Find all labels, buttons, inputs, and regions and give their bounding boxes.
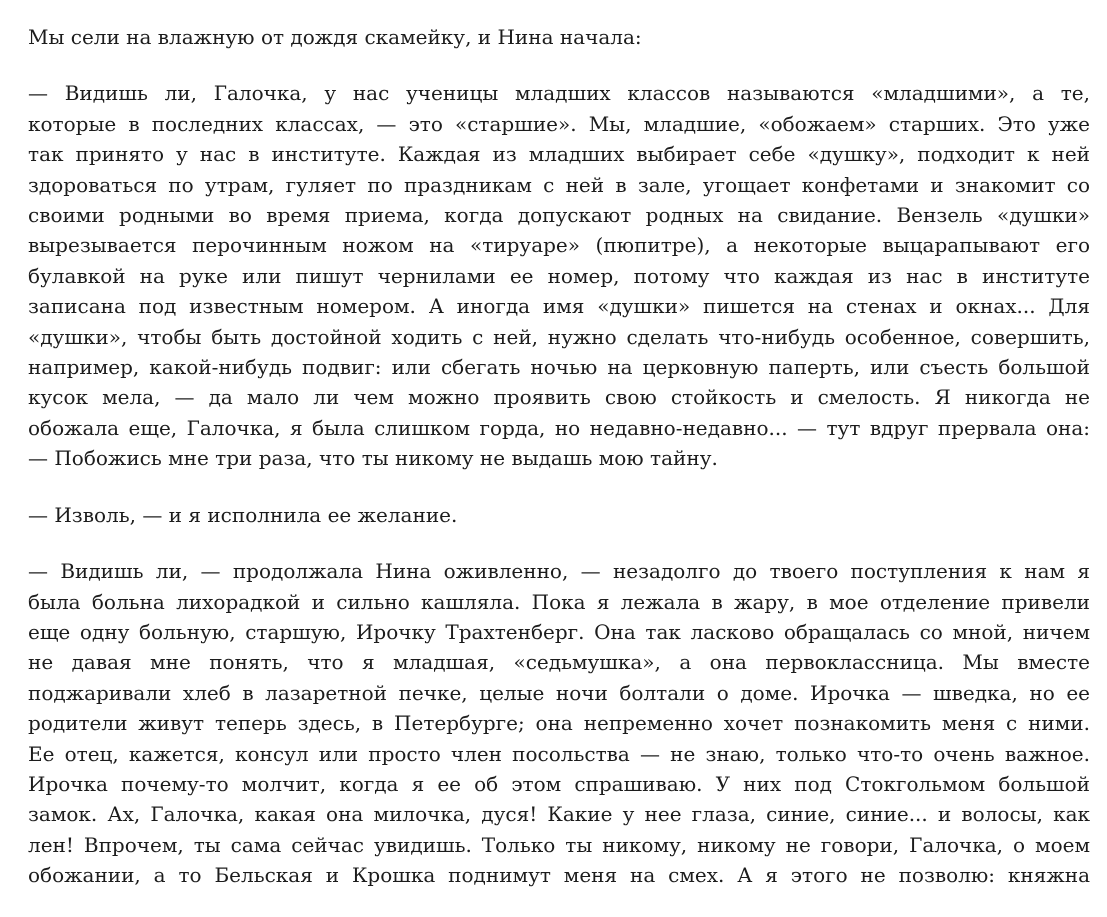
paragraph-irochka-story	[28, 556, 1090, 890]
text-line: — Побожись мне три раза, что ты никому не выдашь мою тайну.	[28, 446, 718, 471]
text-line: Ирочка почему-то молчит, когда я ее об этом спрашиваю. У них под Стокгольмом большой	[28, 771, 1090, 796]
text-line: кусок мела, — да мало ли чем можно проявить свою стойкость и смелость. Я никогда не	[28, 385, 1090, 410]
text-line: замок. Ах, Галочка, какая она милочка, дуся! Какие у нее глаза, синие, синие... и волосы, как	[28, 802, 1090, 827]
paragraph-oath	[28, 500, 1090, 530]
text-line: Мы сели на влажную от дождя скамейку, и Нина начала:	[28, 25, 642, 49]
text-line: — Видишь ли, Галочка, у нас ученицы младших классов называются «младшими», а те,	[28, 81, 1090, 106]
paragraph-intro	[28, 22, 1090, 52]
text-line: — Видишь ли, — продолжала Нина оживленно, — незадолго до твоего поступления к нам я	[28, 559, 1090, 584]
text-line: — Изволь, — и я исполнила ее желание.	[28, 502, 458, 527]
text-line: например, какой-нибудь подвиг: или сбегать ночью на церковную паперть, или съесть большой	[28, 355, 1090, 380]
document-page	[28, 22, 1090, 917]
text-line: обожала еще, Галочка, я была слишком горда, но недавно-недавно... — тут вдруг прервала она:	[28, 415, 1090, 440]
text-line: родители живут теперь здесь, в Петербурге; она непременно хочет познакомить меня с ними.	[28, 711, 1090, 736]
text-line: лен! Впрочем, ты сама сейчас увидишь. Только ты никому, никому не говори, Галочка, о моем	[28, 832, 1090, 857]
text-line: не давая мне понять, что я младшая, «седьмушка», а она первоклассница. Мы вместе	[28, 650, 1090, 675]
text-line: так принято у нас в институте. Каждая из младших выбирает себе «душку», подходит к ней	[28, 142, 1090, 167]
text-line: «душки», чтобы быть достойной ходить с ней, нужно сделать что-нибудь особенное, совершить,	[28, 324, 1090, 349]
text-line: булавкой на руке или пишут чернилами ее номер, потому что каждая из нас в институте	[28, 263, 1090, 288]
text-line: вырезывается перочинным ножом на «тируаре» (пюпитре), а некоторые выцарапывают его	[28, 233, 1090, 258]
text-line: которые в последних классах, — это «старшие». Мы, младшие, «обожаем» старших. Это уже	[28, 111, 1090, 136]
text-line: еще одну больную, старшую, Ирочку Трахтенберг. Она так ласково обращалась со мной, ничем	[28, 619, 1090, 644]
text-line: здороваться по утрам, гуляет по праздникам с ней в зале, угощает конфетами и знакомит со	[28, 172, 1090, 197]
paragraph-nina-explains	[28, 78, 1090, 473]
text-line: своими родными во время приема, когда допускают родных на свидание. Вензель «душки»	[28, 203, 1090, 228]
text-line: обожании, а то Бельская и Крошка поднимут меня на смех. А я этого не позволю: княжна	[28, 863, 1090, 888]
text-line: записана под известным номером. А иногда имя «душки» пишется на стенах и окнах... Для	[28, 294, 1090, 319]
text-line: была больна лихорадкой и сильно кашляла. Пока я лежала в жару, в мое отделение привели	[28, 589, 1090, 614]
text-line: поджаривали хлеб в лазаретной печке, целые ночи болтали о доме. Ирочка — шведка, но ее	[28, 680, 1090, 705]
text-line: Ее отец, кажется, консул или просто член посольства — не знаю, только что-то очень важное.	[28, 741, 1090, 766]
